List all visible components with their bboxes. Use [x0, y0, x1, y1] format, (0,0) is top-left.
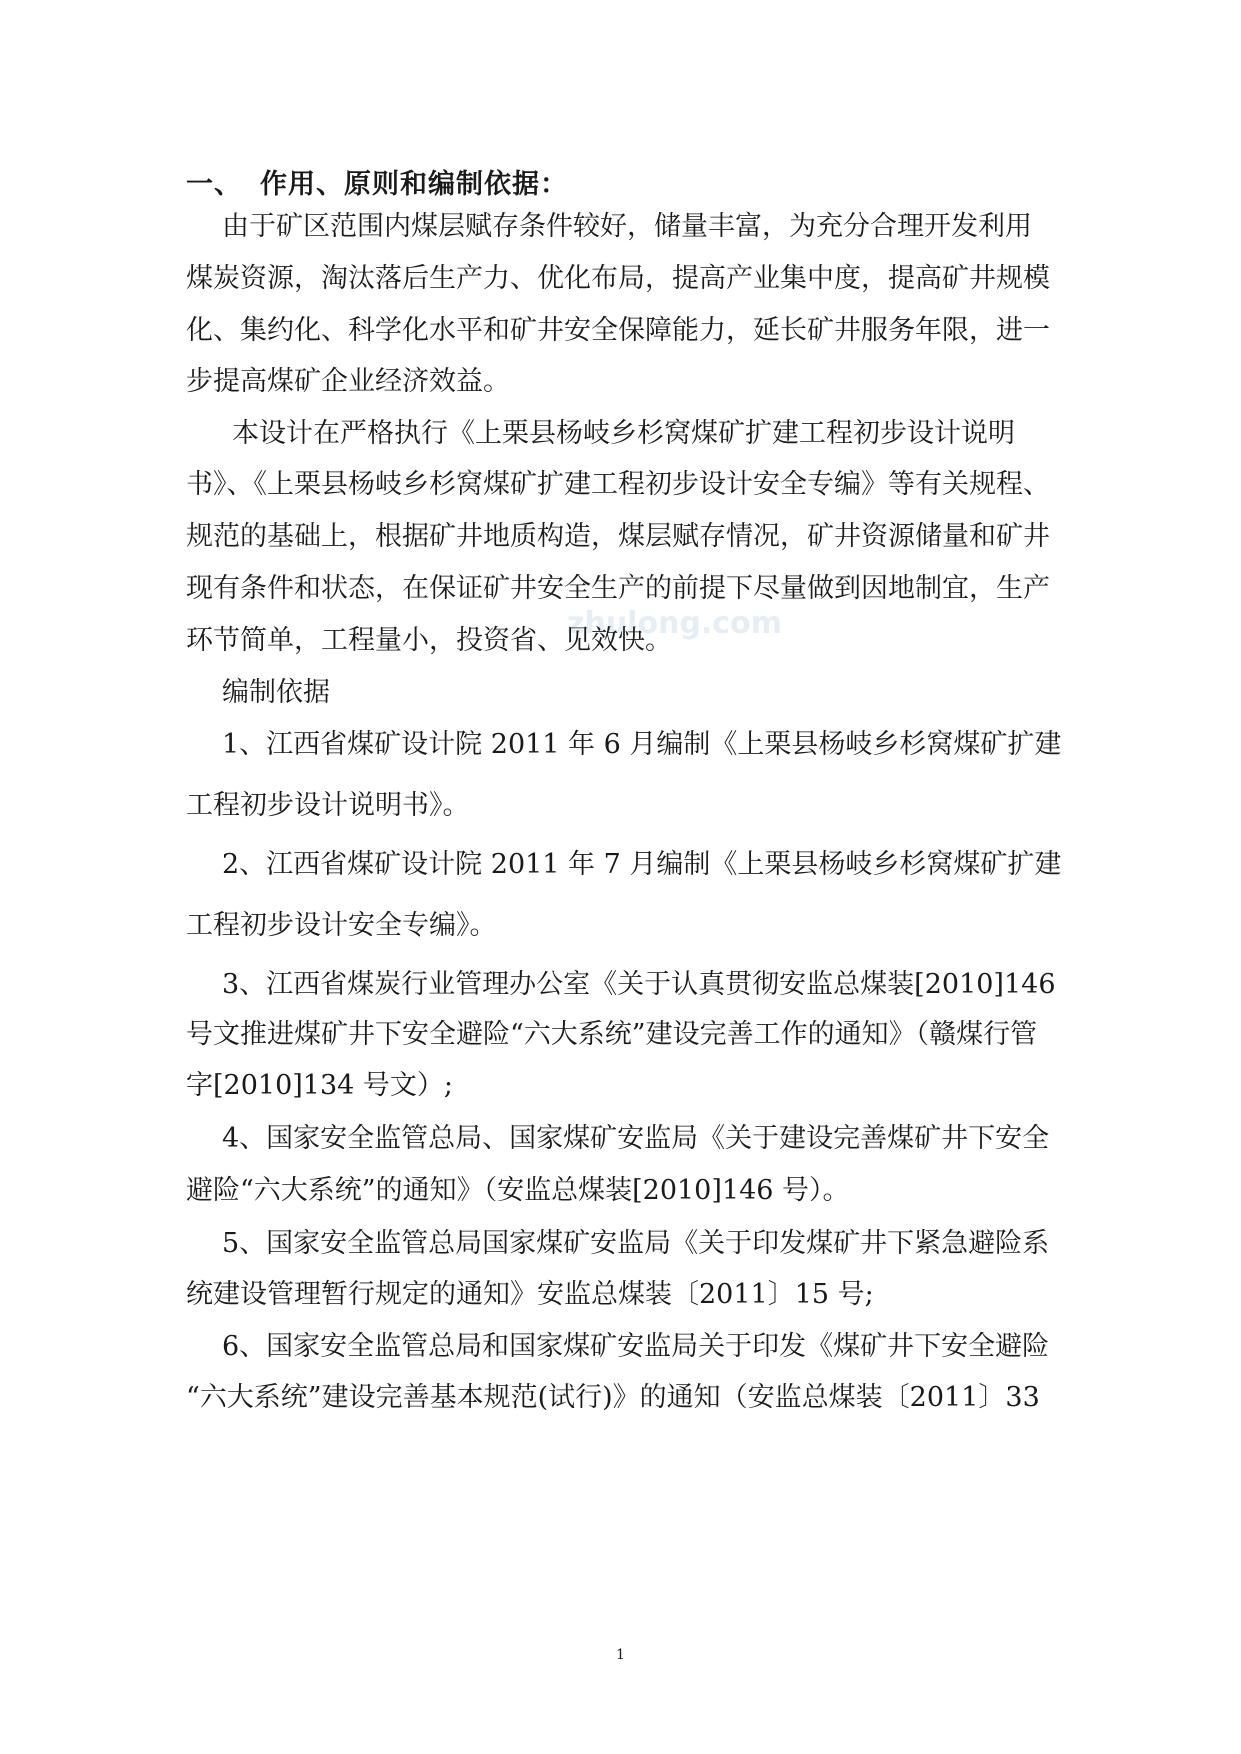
list-item-line: 统建设管理暂行规定的通知》安监总煤装〔2011〕15 号;	[186, 1279, 874, 1310]
list-item-line: 工程初步设计安全专编》。	[186, 910, 497, 941]
list-item-line: 1、江西省煤矿设计院 2011 年 6 月编制《上栗县杨岐乡杉窝煤矿扩建	[222, 729, 1062, 760]
list-item-line: 字[2010]134 号文）;	[186, 1070, 453, 1101]
list-item-line: 6、国家安全监管总局和国家煤矿安监局关于印发《煤矿井下安全避险	[222, 1331, 1050, 1362]
list-item-line: 3、江西省煤炭行业管理办公室《关于认真贯彻安监总煤装[2010]146	[222, 969, 1056, 1000]
section-title: 作用、原则和编制依据：	[260, 169, 568, 200]
list-item-line: 5、国家安全监管总局国家煤矿安监局《关于印发煤矿井下紧急避险系	[222, 1228, 1050, 1259]
subheading: 编制依据	[222, 677, 330, 708]
list-item-line: 号文推进煤矿井下安全避险“六大系统”建设完善工作的通知》（赣煤行管	[186, 1019, 1038, 1050]
list-item-line: 2、江西省煤矿设计院 2011 年 7 月编制《上栗县杨岐乡杉窝煤矿扩建	[222, 849, 1062, 880]
list-item-line: 避险“六大系统”的通知》（安监总煤装[2010]146 号）。	[186, 1175, 850, 1206]
paragraph-line: 规范的基础上，根据矿井地质构造，煤层赋存情况，矿井资源储量和矿井	[186, 521, 1050, 552]
paragraph-line: 化、集约化、科学化水平和矿井安全保障能力，延长矿井服务年限，进一	[186, 315, 1050, 346]
paragraph-line: 由于矿区范围内煤层赋存条件较好，储量丰富，为充分合理开发利用	[222, 211, 1032, 242]
list-item-line: “六大系统”建设完善基本规范(试行)》的通知（安监总煤装〔2011〕33	[186, 1382, 1040, 1413]
list-item-line: 4、国家安全监管总局、国家煤矿安监局《关于建设完善煤矿井下安全	[222, 1123, 1050, 1154]
paragraph-line: 环节简单，工程量小，投资省、见效快。	[186, 625, 672, 656]
paragraph-line: 现有条件和状态，在保证矿井安全生产的前提下尽量做到因地制宜，生产	[186, 573, 1050, 604]
paragraph-line: 本设计在严格执行《上栗县杨岐乡杉窝煤矿扩建工程初步设计说明	[232, 418, 1015, 449]
list-item-line: 工程初步设计说明书》。	[186, 790, 470, 821]
paragraph-line: 煤炭资源，淘汰落后生产力、优化布局，提高产业集中度，提高矿井规模	[186, 263, 1050, 294]
watermark-text: zhulong.com	[567, 606, 782, 641]
section-number: 一、	[186, 169, 242, 200]
paragraph-line: 步提高煤矿企业经济效益。	[186, 366, 510, 397]
page-number: 1	[616, 1647, 625, 1663]
section-heading	[186, 162, 568, 201]
paragraph-line: 书》、《上栗县杨岐乡杉窝煤矿扩建工程初步设计安全专编》等有关规程、	[186, 469, 1050, 500]
